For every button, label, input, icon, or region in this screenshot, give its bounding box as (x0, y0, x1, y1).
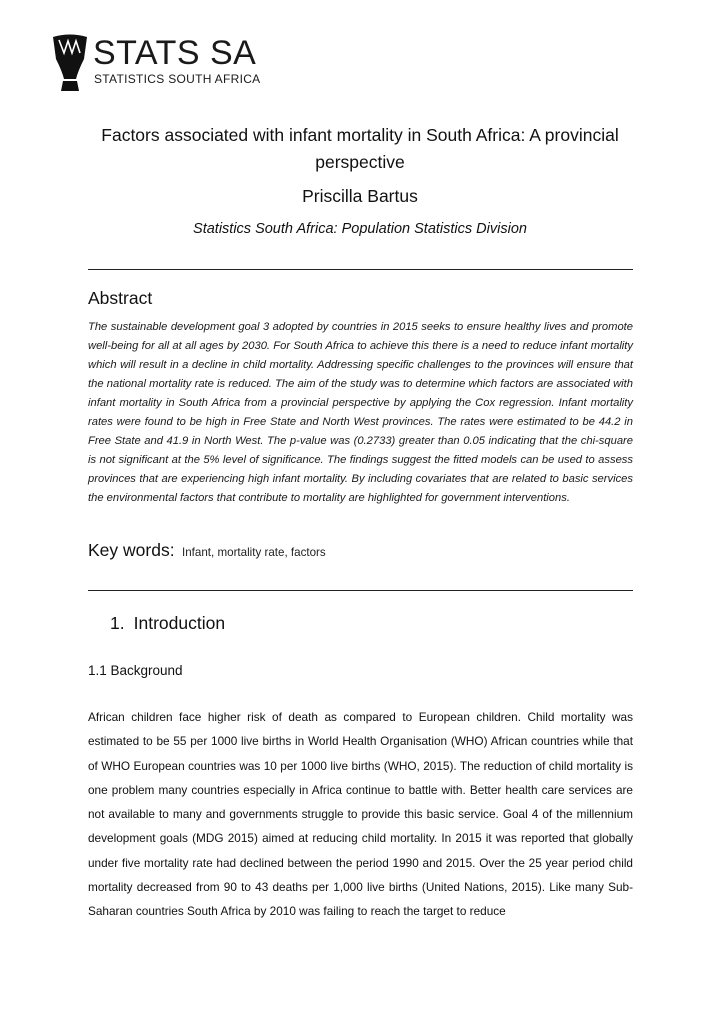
divider-bottom (88, 590, 633, 591)
logo-title: STATS SA (93, 34, 257, 72)
section-heading-introduction (110, 611, 225, 635)
paper-title: Factors associated with infant mortality in South Africa: A provincial perspective (101, 125, 619, 172)
introduction-paragraph: African children face higher risk of death as compared to European children. Child mortality was estimated to be 55 per 1000 live births in World Health Organisation (WHO) African countries while that of WHO European countries was 10 per 1000 live births (WHO, 2015). The reduction of child mortality is one problem many countries especially in Africa continue to battle with. Better health care services are not available to many and governments struggle to provide this basic service. Goal 4 of the millennium development goals (MDG 2015) aimed at reducing child mortality. In 2015 it was reported that globally under five mortality rate had declined between the period 1990 and 2015. Over the 25 year period child mortality decreased from 90 to 43 deaths per 1,000 live births (United Nations, 2015). Like many Sub-Saharan countries South Africa by 2010 was failing to reach the target to reduce (88, 710, 633, 919)
stats-sa-logo (50, 33, 290, 93)
basket-logo-icon (50, 33, 90, 93)
paper-affiliation: Statistics South Africa: Population Statistics Division (193, 221, 527, 237)
keywords-label: Key words: (88, 540, 175, 560)
paper-author: Priscilla Bartus (302, 186, 418, 206)
logo-subtitle: STATISTICS SOUTH AFRICA (94, 72, 261, 86)
abstract-heading: Abstract (88, 288, 153, 308)
abstract-text: The sustainable development goal 3 adopted by countries in 2015 seeks to ensure healthy lives and promote well-being for all at all ages by 2030. For South Africa to achieve this there is a need to reduce infant mortality which will result in a decline in child mortality. Addressing specific challenges to the provinces will ensure that the national mortality rate is reduced. The aim of the study was to determine which factors are associated with infant mortality in South Africa from a provincial perspective by applying the Cox regression. Infant mortality rates were found to be high in Free State and North West provinces. The rates were estimated to be 44.2 in Free State and 41.9 in North West. The p-value was (0.2733) greater than 0.05 indicating that the chi-square is not significant at the 5% level of significance. The findings suggest the fitted models can be used to assess provinces that are experiencing high infant mortality. By including covariates that are related to basic services the environmental factors that contribute to mortality are highlighted for government interventions. (88, 321, 633, 504)
divider-top (88, 269, 633, 270)
section-number: 1. (110, 613, 125, 633)
keywords (88, 538, 326, 565)
keywords-value: Infant, mortality rate, factors (182, 546, 326, 559)
section-title: Introduction (133, 613, 226, 633)
subsection-heading-background: 1.1 Background (88, 663, 183, 678)
